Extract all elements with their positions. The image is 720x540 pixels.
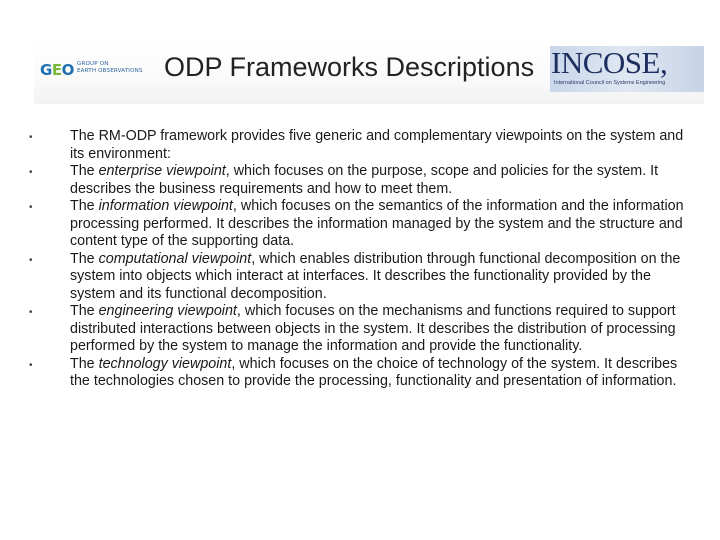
- bullet-item-engineering: [26, 303, 686, 356]
- bullet-icon: •: [29, 359, 33, 371]
- page-title: ODP Frameworks Descriptions: [164, 52, 535, 82]
- bullet-icon: •: [29, 132, 33, 143]
- bullet-item-computational: [26, 251, 686, 304]
- bullet-text-pre: The: [70, 250, 99, 267]
- bullet-icon: •: [29, 307, 33, 318]
- bullet-text-pre: The: [70, 355, 99, 372]
- bullet-text-post: , which focuses on the semantics of the information and the information processing performed. It describes the information managed by the system and the structure and content type of the supporting data.: [70, 198, 684, 249]
- bullet-item-technology: [26, 356, 686, 391]
- bullet-text-pre: The: [70, 198, 99, 214]
- incose-logo-mark: INCOSE,: [551, 46, 668, 80]
- bullet-item-enterprise: [26, 163, 686, 198]
- bullet-text-post: , which enables distribution through functional decomposition on the system into objects which interact at interfaces. It describes the functionality provided by the system and its functional decomposition.: [70, 250, 681, 302]
- bullet-text-pre: The: [70, 303, 99, 319]
- incose-logo: [550, 46, 704, 92]
- viewpoint-name: information viewpoint: [98, 198, 233, 214]
- bullet-list: [26, 128, 686, 391]
- viewpoint-name: engineering viewpoint: [98, 303, 237, 319]
- bullet-text-post: , which focuses on the choice of technology of the system. It describes the technologies chosen to provide the processing, functionality and presentation of information.: [70, 355, 678, 389]
- bullet-text-post: , which focuses on the mechanisms and functions required to support distributed interactions between objects in the system. It describes the distribution of processing performed by the system to manage the information and provide the functionality.: [70, 303, 676, 354]
- bullet-text-pre: The: [70, 163, 99, 179]
- viewpoint-name: computational viewpoint: [98, 250, 252, 267]
- incose-logo-subtext: International Council on Systems Engineering: [554, 80, 666, 86]
- bullet-item-intro: [26, 128, 686, 163]
- viewpoint-name: technology viewpoint: [98, 355, 232, 372]
- geo-logo-subtext: GROUP ON EARTH OBSERVATIONS: [77, 61, 143, 74]
- bullet-icon: •: [29, 202, 33, 213]
- bullet-item-information: [26, 198, 686, 251]
- bullet-icon: •: [29, 254, 33, 266]
- viewpoint-name: enterprise viewpoint: [98, 163, 226, 179]
- bullet-icon: •: [29, 167, 33, 178]
- geo-logo: [40, 60, 150, 82]
- bullet-text-post: , which focuses on the purpose, scope and policies for the system. It describes the business requirements and how to meet them.: [70, 163, 659, 197]
- geo-logo-mark: GEO: [40, 61, 74, 79]
- bullet-text: The RM-ODP framework provides five generic and complementary viewpoints on the system and its environment:: [70, 128, 684, 162]
